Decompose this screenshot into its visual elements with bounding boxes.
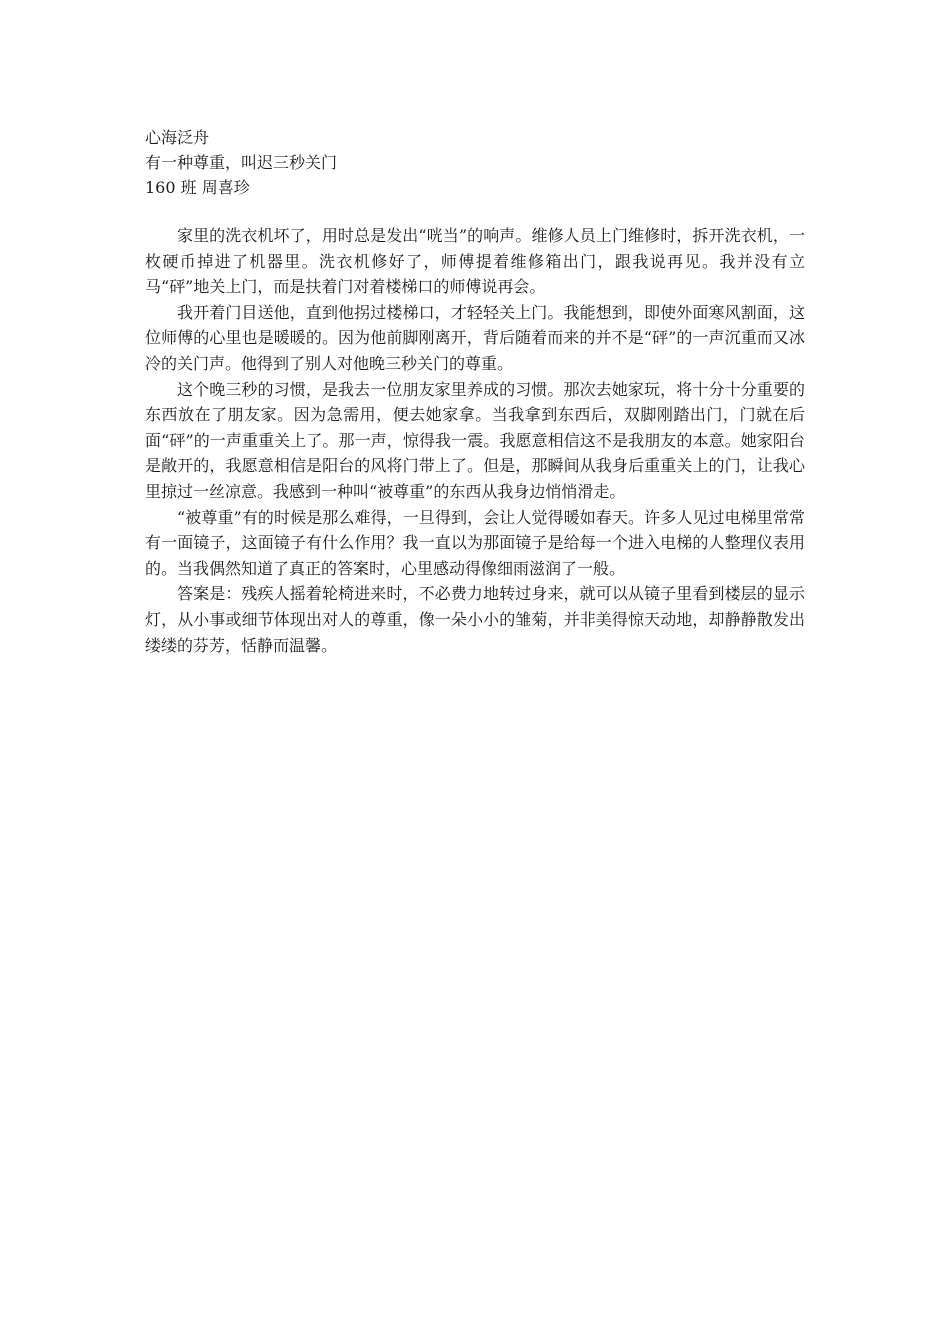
document-body bbox=[145, 125, 805, 658]
paragraph-2: 我开着门目送他，直到他拐过楼梯口，才轻轻关上门。我能想到，即使外面寒风割面，这位师傅的心里也是暖暖的。因为他前脚刚离开，背后随着而来的并不是“砰”的一声沉重而又冰冷的关门声。他得到了别人对他晚三秒关门的尊重。 bbox=[145, 302, 805, 373]
article-title: 有一种尊重，叫迟三秒关门 bbox=[145, 153, 338, 172]
paragraph-1: 家里的洗衣机坏了，用时总是发出“咣当”的响声。维修人员上门维修时，拆开洗衣机，一枚硬币掉进了机器里。洗衣机修好了，师傅提着维修箱出门，跟我说再见。我并没有立马“砰”地关上门，而是扶着门对着楼梯口的师傅说再会。 bbox=[145, 226, 805, 297]
column-name: 心海泛舟 bbox=[145, 128, 210, 147]
paragraph-4: “被尊重”有的时候是那么难得，一旦得到，会让人觉得暖如春天。许多人见过电梯里常常有一面镜子，这面镜子有什么作用？我一直以为那面镜子是给每一个进入电梯的人整理仪表用的。当我偶然知道了真正的答案时，心里感动得像细雨滋润了一般。 bbox=[145, 507, 805, 578]
author-line: 160 班 周喜珍 bbox=[145, 178, 250, 197]
paragraph-3: 这个晚三秒的习惯，是我去一位朋友家里养成的习惯。那次去她家玩，将十分十分重要的东西放在了朋友家。因为急需用，便去她家拿。当我拿到东西后，双脚刚踏出门，门就在后面“砰”的一声重重关上了。那一声，惊得我一震。我愿意相信这不是我朋友的本意。她家阳台是敞开的，我愿意相信是阳台的风将门带上了。但是，那瞬间从我身后重重关上的门，让我心里掠过一丝凉意。我感到一种叫“被尊重”的东西从我身边悄悄滑走。 bbox=[145, 379, 805, 501]
paragraph-5: 答案是：残疾人摇着轮椅进来时，不必费力地转过身来，就可以从镜子里看到楼层的显示灯，从小事或细节体现出对人的尊重，像一朵小小的雏菊，并非美得惊天动地，却静静散发出缕缕的芬芳，恬静而温馨。 bbox=[145, 584, 805, 655]
header-spacer bbox=[145, 200, 805, 223]
